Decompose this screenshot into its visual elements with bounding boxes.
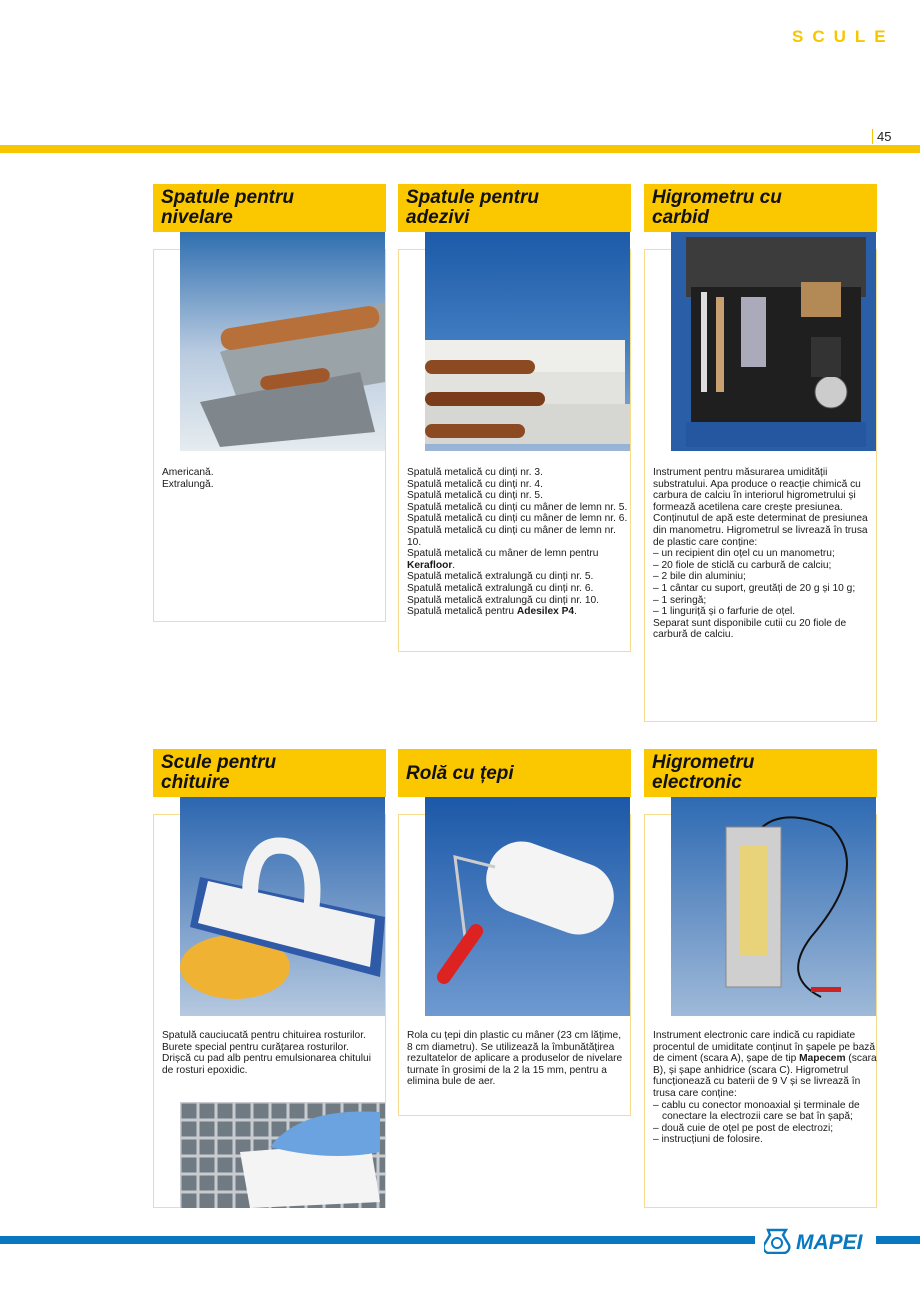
description-line	[653, 595, 881, 607]
description-text: Spatulă cauciucată pentru chituirea rosturilor.	[162, 1030, 366, 1041]
description-line	[653, 618, 881, 641]
description-text: Drișcă cu pad alb pentru emulsionarea chitului de rosturi epoxidic.	[162, 1053, 371, 1076]
description-line	[407, 479, 629, 491]
description-text: – instrucțiuni de folosire.	[653, 1134, 763, 1146]
card-title	[398, 184, 631, 232]
description-line	[407, 595, 629, 607]
description-line	[653, 583, 881, 595]
description-text: – 1 linguriță și o farfurie de oțel.	[653, 606, 796, 618]
product-name: Kerafloor	[407, 559, 453, 571]
description-line	[653, 1123, 881, 1135]
description-text: Spatulă metalică cu mâner de lemn pentru	[407, 548, 599, 560]
description-text: (scara B), și șape anhidrice (scara C). Higrometrul funcționează cu baterii de 9 V și se livrează în trusa care conține:	[653, 1053, 877, 1099]
description-line	[653, 560, 881, 572]
description-line	[407, 548, 629, 571]
footer-bar-left	[0, 1236, 755, 1244]
card-title-line: Spatule pentru	[406, 187, 540, 208]
product-image-grout-pad	[180, 1102, 385, 1208]
card-title	[398, 749, 631, 797]
description-text: Instrument electronic care indică cu rapidiate procentul de umiditate conținut în șapele pe bază de ciment (scara A), șape de tip	[653, 1030, 876, 1065]
card-description	[162, 1030, 384, 1076]
card-title-line: adezivi	[406, 207, 470, 228]
description-text: Spatulă metalică cu dinți nr. 3.	[407, 467, 543, 478]
card-title-line: carbid	[652, 207, 710, 228]
description-line	[653, 467, 881, 548]
description-text: Spatulă metalică extralungă cu dinți nr. 5.	[407, 571, 594, 583]
product-image-electronic-hygrometer	[671, 797, 876, 1016]
description-text: – cablu cu conector monoaxial și terminale de conectare la electrozii care se bat în șapă;	[653, 1099, 860, 1123]
product-image-carbide-kit	[671, 232, 876, 451]
description-line	[162, 1042, 384, 1054]
page-number: 45	[872, 129, 891, 144]
description-text: Spatulă metalică cu dinți cu mâner de lemn nr. 6.	[407, 513, 628, 525]
card-title	[153, 749, 386, 797]
description-line	[653, 571, 881, 583]
description-text: Rola cu țepi din plastic cu mâner (23 cm lățime, 8 cm diametru). Se utilizează la îmbunătățirea rezultatelor de aplicare a produselor de nivelare turnate în grosimi de la 2 la 15 mm, pentru a elimina bule de aer.	[407, 1030, 623, 1088]
card-title-line: Scule pentru	[161, 752, 277, 773]
description-line	[653, 1030, 881, 1100]
description-text: – două cuie de oțel pe post de electrozi;	[653, 1122, 834, 1134]
description-line	[407, 583, 629, 595]
description-text: – 1 cântar cu suport, greutăți de 20 g și 10 g;	[653, 582, 856, 594]
description-line	[162, 1030, 384, 1042]
description-line	[407, 1030, 629, 1088]
description-text: Spatulă metalică pentru	[407, 606, 517, 618]
mapei-logo	[764, 1226, 870, 1254]
card-title-line: nivelare	[161, 207, 233, 228]
card-title-line: electronic	[652, 772, 742, 793]
description-text: Spatulă metalică extralungă cu dinți nr. 10.	[407, 594, 599, 606]
description-line	[162, 1053, 384, 1076]
description-text: Spatulă metalică cu dinți nr. 5.	[407, 490, 543, 502]
description-line	[653, 606, 881, 618]
top-divider-bar	[0, 145, 920, 153]
card-description	[653, 467, 881, 641]
description-text: – 1 seringă;	[653, 594, 707, 606]
description-text: – 2 bile din aluminiu;	[653, 571, 746, 583]
description-text: Spatulă metalică cu dinți nr. 4.	[407, 478, 543, 490]
description-line	[407, 513, 629, 525]
description-line	[407, 467, 629, 479]
description-line	[653, 1134, 881, 1146]
description-text: Spatulă metalică cu dinți cu mâner de lemn nr. 10.	[407, 524, 616, 548]
description-text: Instrument pentru măsurarea umidității substratului. Apa produce o reacție chimică cu carbura de calciu în interiorul higrometrului și formează acetilena care crește presiunea. Conținutul de apă este determinat de presiunea din manometru. Higrometrul se livrează în trusa de plastic care conține:	[653, 467, 868, 548]
card-title-line: Higrometru cu	[652, 187, 782, 208]
card-title	[153, 184, 386, 232]
product-image-notched-trowels	[425, 232, 630, 451]
product-image-grout-float	[180, 797, 385, 1016]
section-title: SCULE	[792, 27, 895, 46]
description-text: Burete special pentru curățarea rosturilor.	[162, 1041, 349, 1053]
card-description	[653, 1030, 881, 1146]
card-title-line: Spatule pentru	[161, 187, 295, 208]
card-description	[407, 467, 629, 618]
footer-bar-right	[876, 1236, 920, 1244]
card-description	[407, 1030, 629, 1088]
svg-text:MAPEI: MAPEI	[796, 1231, 863, 1254]
description-line	[407, 571, 629, 583]
description-line	[407, 606, 629, 618]
description-line	[653, 548, 881, 560]
card-title	[644, 749, 877, 797]
description-line	[407, 525, 629, 548]
card-title-line: chituire	[161, 772, 230, 793]
description-line	[653, 1100, 881, 1123]
description-text: Extralungă.	[162, 478, 214, 490]
description-line	[407, 502, 629, 514]
description-text: Americană.	[162, 467, 214, 478]
description-text: .	[452, 559, 456, 571]
description-text: .	[574, 606, 577, 618]
product-image-spiked-roller	[425, 797, 630, 1016]
description-line	[162, 479, 384, 491]
description-text: Separat sunt disponibile cutii cu 20 fiole de carbură de calciu.	[653, 617, 847, 641]
product-name: Mapecem	[799, 1053, 846, 1065]
card-title-line: Higrometru	[652, 752, 755, 773]
description-text: – 20 fiole de sticlă cu carbură de calciu;	[653, 559, 832, 571]
card-title	[644, 184, 877, 232]
product-name: Adesilex P4	[516, 606, 575, 618]
card-description	[162, 467, 384, 490]
description-text: – un recipient din oțel cu un manometru;	[653, 548, 835, 560]
description-text: Spatulă metalică extralungă cu dinți nr. 6.	[407, 582, 594, 594]
product-image-trowels	[180, 232, 385, 451]
description-text: Spatulă metalică cu dinți cu mâner de lemn nr. 5.	[407, 501, 628, 513]
description-line	[407, 490, 629, 502]
card-title-line: Rolă cu țepi	[406, 763, 514, 784]
description-line	[162, 467, 384, 479]
